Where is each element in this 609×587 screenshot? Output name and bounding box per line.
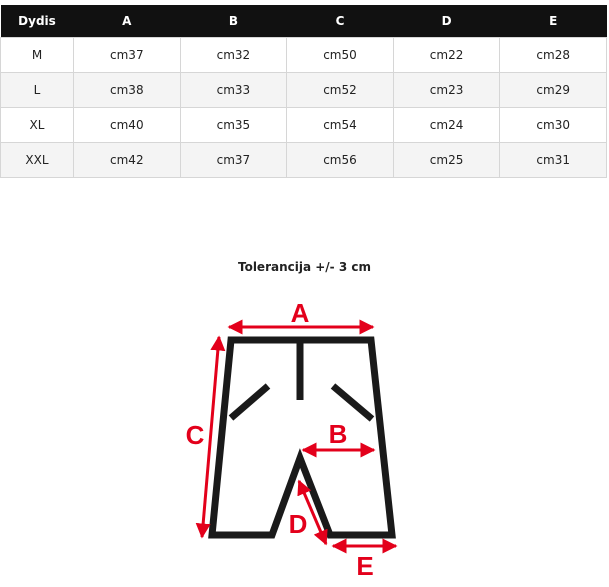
- cell-e: cm29: [500, 73, 607, 108]
- label-c: C: [185, 420, 205, 450]
- cell-b: cm33: [180, 73, 287, 108]
- cell-e: cm30: [500, 108, 607, 143]
- cell-e: cm31: [500, 143, 607, 178]
- cell-d: cm24: [393, 108, 500, 143]
- left-pocket-line: [231, 386, 268, 418]
- header-a: A: [74, 5, 181, 38]
- header-e: E: [500, 5, 607, 38]
- label-b: B: [328, 419, 348, 449]
- label-d: D: [288, 509, 308, 539]
- cell-e: cm28: [500, 38, 607, 73]
- cell-size: M: [1, 38, 74, 73]
- label-e: E: [356, 551, 374, 581]
- cell-a: cm40: [74, 108, 181, 143]
- cell-c: cm56: [287, 143, 394, 178]
- cell-d: cm25: [393, 143, 500, 178]
- header-c: C: [287, 5, 394, 38]
- cell-size: XL: [1, 108, 74, 143]
- cell-c: cm54: [287, 108, 394, 143]
- header-b: B: [180, 5, 287, 38]
- header-d: D: [393, 5, 500, 38]
- label-a: A: [290, 298, 310, 328]
- tolerance-note: Tolerancija +/- 3 cm: [237, 260, 371, 274]
- cell-b: cm35: [180, 108, 287, 143]
- cell-d: cm23: [393, 73, 500, 108]
- cell-b: cm32: [180, 38, 287, 73]
- cell-c: cm52: [287, 73, 394, 108]
- header-size: Dydis: [1, 5, 74, 38]
- right-pocket-line: [333, 386, 372, 419]
- cell-d: cm22: [393, 38, 500, 73]
- cell-a: cm37: [74, 38, 181, 73]
- cell-a: cm38: [74, 73, 181, 108]
- cell-c: cm50: [287, 38, 394, 73]
- cell-a: cm42: [74, 143, 181, 178]
- cell-b: cm37: [180, 143, 287, 178]
- cell-size: XXL: [1, 143, 74, 178]
- cell-size: L: [1, 73, 74, 108]
